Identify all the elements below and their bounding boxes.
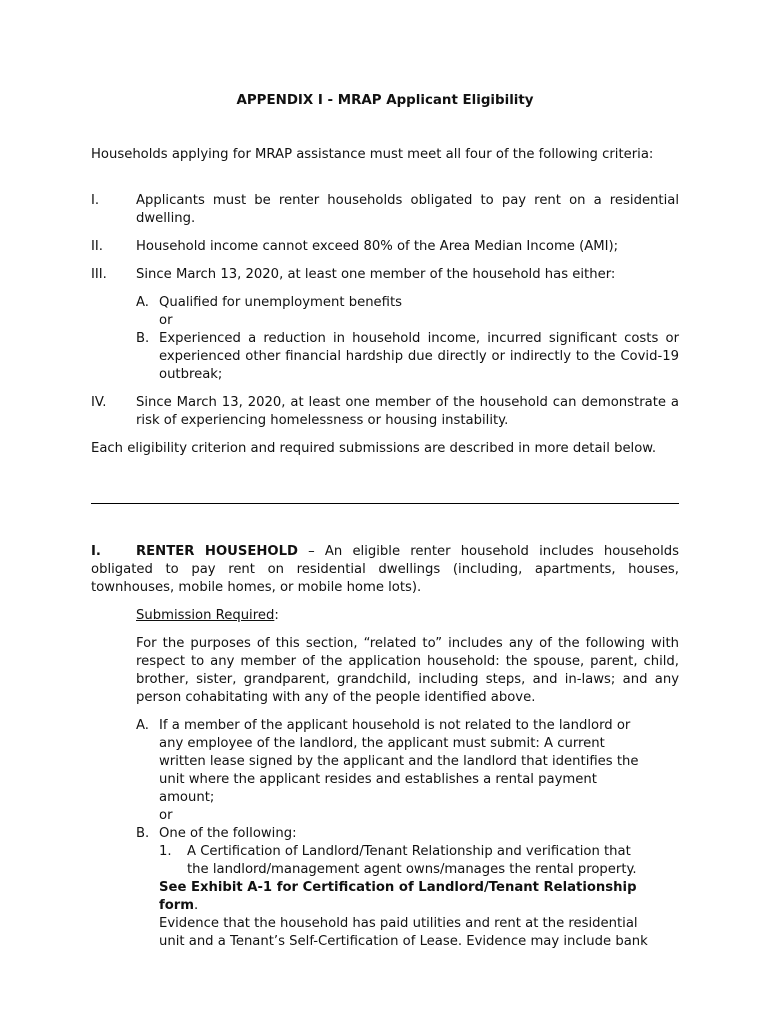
criterion-text: Applicants must be renter households obligated to pay rent on a residential dwelling. xyxy=(136,193,679,226)
text-line: Evidence that the household has paid utilities and rent at the residential xyxy=(159,916,638,931)
text-line: any employee of the landlord, the applicant must submit: A current xyxy=(159,736,605,751)
or-connector: or xyxy=(159,313,173,328)
section-renter-household xyxy=(91,543,679,597)
text-line: If a member of the applicant household is not related to the landlord or xyxy=(159,718,631,733)
item-b-text: One of the following: xyxy=(159,826,297,841)
sub-criterion-text: Experienced a reduction in household income, incurred significant costs or experienced other financial hardship due directly or indirectly to the Covid-19 outbreak; xyxy=(159,331,679,382)
section-number: I. xyxy=(91,544,101,559)
exhibit-reference xyxy=(159,879,679,915)
criterion-text: Since March 13, 2020, at least one member of the household can demonstrate a risk of experiencing homelessness or housing instability. xyxy=(136,395,679,428)
sub-criterion-letter: A. xyxy=(136,295,149,310)
item-a-text xyxy=(159,717,679,825)
text-line: unit where the applicant resides and establishes a rental payment xyxy=(159,772,597,787)
evidence-paragraph xyxy=(159,915,679,951)
or-connector: or xyxy=(159,808,173,823)
text-line: unit and a Tenant’s Self-Certification of Lease. Evidence may include bank xyxy=(159,934,648,949)
exhibit-line: See Exhibit A-1 for Certification of Landlord/Tenant Relationship xyxy=(159,880,637,895)
related-to-paragraph: For the purposes of this section, “related to” includes any of the following with respect to any member of the application household: the spouse, parent, child, brother, sister, grandparent, grandchild, including steps, and in-laws; and any person cohabitating with any of the people identified above. xyxy=(136,636,679,705)
sub-item-text xyxy=(187,843,679,879)
item-letter: B. xyxy=(136,826,150,841)
criterion-number: IV. xyxy=(91,395,107,410)
submission-label: Submission Required xyxy=(136,608,275,623)
section-body: – An eligible renter household includes households obligated to pay rent on residential dwellings (including, apartments, houses, townhouses, mobile homes, or mobile home lots). xyxy=(91,544,679,595)
submission-colon: : xyxy=(274,608,279,623)
section-heading: RENTER HOUSEHOLD xyxy=(136,544,298,559)
sub-item-number: 1. xyxy=(159,844,172,859)
sub-criterion-text: Qualified for unemployment benefits xyxy=(159,295,403,310)
exhibit-form-word: form xyxy=(159,898,195,913)
text-line: written lease signed by the applicant and the landlord that identifies the xyxy=(159,754,639,769)
exhibit-period: . xyxy=(194,898,199,913)
criterion-number: II. xyxy=(91,239,103,254)
intro-paragraph: Households applying for MRAP assistance must meet all four of the following criteria: xyxy=(91,147,654,162)
criterion-number: III. xyxy=(91,267,107,282)
page-title: APPENDIX I - MRAP Applicant Eligibility xyxy=(236,93,534,108)
criterion-number: I. xyxy=(91,193,100,208)
each-criterion-note: Each eligibility criterion and required submissions are described in more detail below. xyxy=(91,441,657,456)
horizontal-divider xyxy=(91,503,679,504)
text-line: A Certification of Landlord/Tenant Relationship and verification that xyxy=(187,844,631,859)
text-line: amount; xyxy=(159,790,215,805)
item-letter: A. xyxy=(136,718,149,733)
submission-required xyxy=(136,607,279,625)
criterion-text: Household income cannot exceed 80% of the Area Median Income (AMI); xyxy=(136,239,619,254)
sub-criterion-letter: B. xyxy=(136,331,150,346)
criterion-text: Since March 13, 2020, at least one member of the household has either: xyxy=(136,267,616,282)
text-line: the landlord/management agent owns/manages the rental property. xyxy=(187,862,637,877)
